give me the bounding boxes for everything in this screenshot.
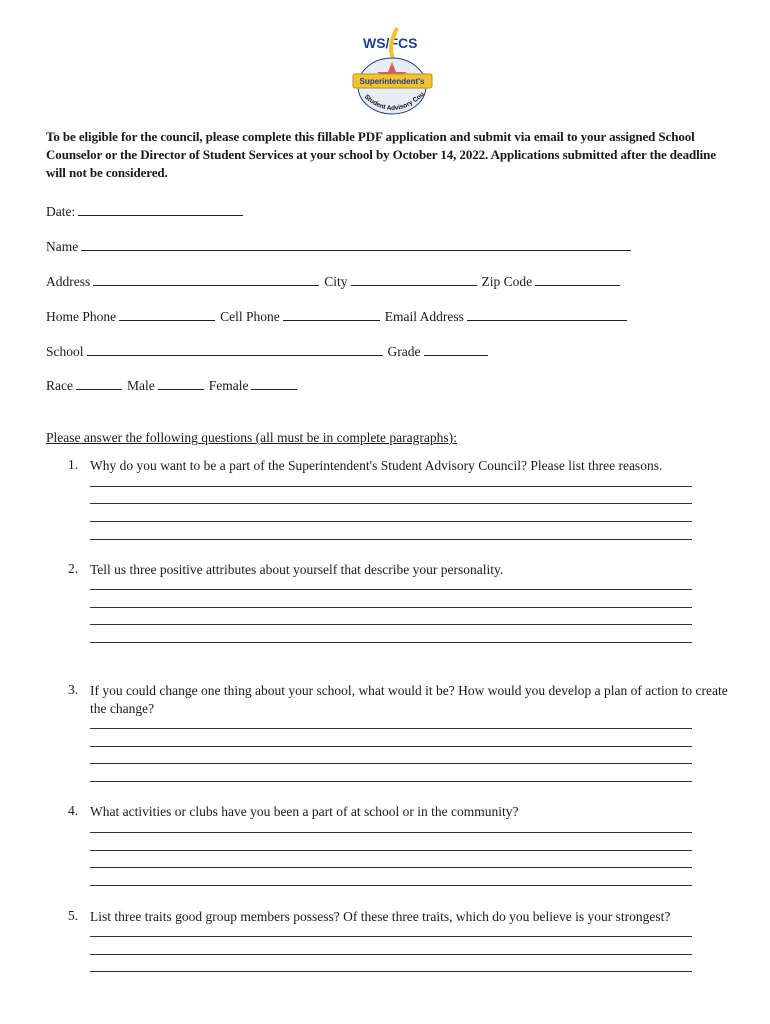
zip-field[interactable] bbox=[535, 273, 620, 286]
answer-line[interactable] bbox=[90, 832, 692, 833]
city-label: City bbox=[324, 274, 348, 289]
male-field[interactable] bbox=[158, 377, 204, 390]
answer-line[interactable] bbox=[90, 521, 692, 522]
answer-line[interactable] bbox=[90, 885, 692, 886]
home-phone-field[interactable] bbox=[119, 308, 215, 321]
name-label: Name bbox=[46, 239, 79, 254]
address-row bbox=[46, 273, 625, 290]
grade-label: Grade bbox=[387, 344, 421, 359]
school-row bbox=[46, 343, 493, 360]
answer-line[interactable] bbox=[90, 781, 692, 782]
date-row bbox=[46, 203, 248, 220]
question-text: Why do you want to be a part of the Superintendent's Student Advisory Council? Please list three reasons. bbox=[90, 458, 663, 473]
wsfcs-logo-graphic bbox=[345, 22, 440, 132]
answer-line[interactable] bbox=[90, 746, 692, 747]
answer-line[interactable] bbox=[90, 503, 692, 504]
instructions-heading: Please answer the following questions (all must be in complete paragraphs): bbox=[46, 430, 457, 445]
question-number: 4. bbox=[68, 803, 79, 818]
question-number: 3. bbox=[68, 682, 79, 697]
logo-banner-text: Superintendent's bbox=[359, 77, 425, 86]
answer-line[interactable] bbox=[90, 589, 692, 590]
phone-row bbox=[46, 308, 632, 325]
date-label: Date: bbox=[46, 204, 76, 219]
answer-line[interactable] bbox=[90, 763, 692, 764]
date-field[interactable] bbox=[78, 203, 243, 216]
demographics-row bbox=[46, 377, 302, 394]
name-field[interactable] bbox=[81, 238, 631, 251]
question-text: Tell us three positive attributes about yourself that describe your personality. bbox=[90, 562, 504, 577]
address-field[interactable] bbox=[93, 273, 319, 286]
cell-phone-field[interactable] bbox=[283, 308, 380, 321]
answer-line[interactable] bbox=[90, 728, 692, 729]
question-text: List three traits good group members possess? Of these three traits, which do you believe is your strongest? bbox=[90, 909, 671, 924]
answer-line[interactable] bbox=[90, 971, 692, 972]
female-label: Female bbox=[208, 378, 249, 393]
email-label: Email Address bbox=[384, 309, 464, 324]
question-number: 5. bbox=[68, 908, 79, 923]
answer-line[interactable] bbox=[90, 642, 692, 643]
zip-label: Zip Code bbox=[481, 274, 533, 289]
answer-line[interactable] bbox=[90, 539, 692, 540]
logo-arc-textpath: Student Advisory Cou bbox=[362, 90, 426, 113]
intro-paragraph: To be eligible for the council, please complete this fillable PDF application and submit via email to your assigned School Counselor or the Director of Student Services at your school by October 14, 2022. Applications submitted after the deadline will not be considered. bbox=[46, 129, 716, 180]
question-number: 2. bbox=[68, 561, 79, 576]
grade-field[interactable] bbox=[424, 343, 488, 356]
race-field[interactable] bbox=[76, 377, 122, 390]
male-label: Male bbox=[126, 378, 155, 393]
race-label: Race bbox=[46, 378, 73, 393]
email-field[interactable] bbox=[467, 308, 627, 321]
name-row bbox=[46, 238, 636, 255]
answer-line[interactable] bbox=[90, 624, 692, 625]
female-field[interactable] bbox=[251, 377, 297, 390]
logo bbox=[345, 22, 440, 132]
school-field[interactable] bbox=[87, 343, 383, 356]
answer-line[interactable] bbox=[90, 850, 692, 851]
answer-line[interactable] bbox=[90, 936, 692, 937]
school-label: School bbox=[46, 344, 84, 359]
answer-line[interactable] bbox=[90, 867, 692, 868]
home-phone-label: Home Phone bbox=[46, 309, 117, 324]
cell-phone-label: Cell Phone bbox=[220, 309, 280, 324]
answer-line[interactable] bbox=[90, 486, 692, 487]
logo-brand-text: WS/FCS bbox=[363, 35, 418, 51]
address-label: Address bbox=[46, 274, 91, 289]
answer-line[interactable] bbox=[90, 607, 692, 608]
question-number: 1. bbox=[68, 457, 79, 472]
question-text: If you could change one thing about your school, what would it be? How would you develop a plan of action to create the change? bbox=[90, 683, 728, 716]
city-field[interactable] bbox=[351, 273, 477, 286]
answer-line[interactable] bbox=[90, 954, 692, 955]
question-text: What activities or clubs have you been a part of at school or in the community? bbox=[90, 804, 519, 819]
